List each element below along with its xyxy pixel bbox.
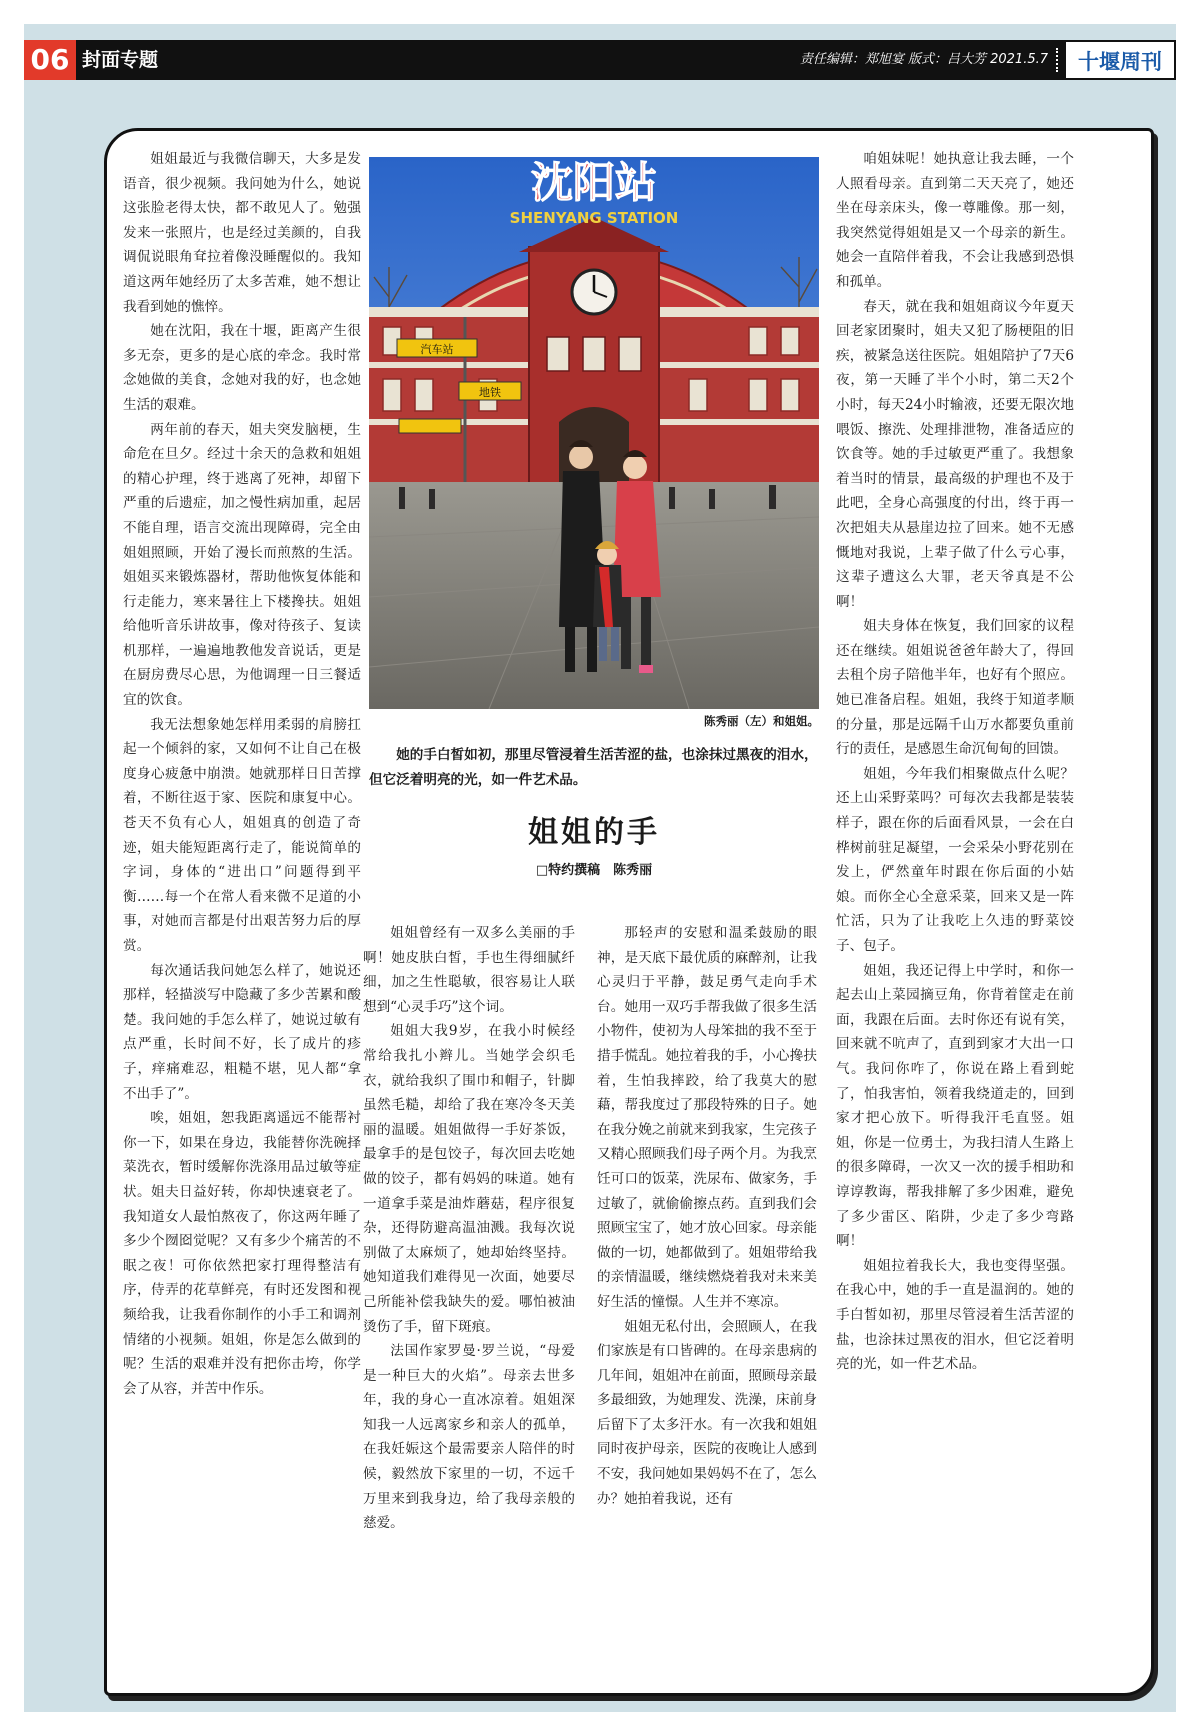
paragraph: 我无法想象她怎样用柔弱的肩膀扛起一个倾斜的家，又如何不让自己在极度身心疲惫中崩溃。她就那样日日苦撑着，不断往返于家、医院和康复中心。苍天不负有心人，姐姐真的创造了奇迹，姐夫能短距离行走了，能说简单的字词，身体的“进出口”问题得到平衡……每一个在常人看来微不足道的小事，对她而言都是付出艰苦努力后的厚赏。 [123,716,361,954]
paragraph: 姐姐曾经有一双多么美丽的手啊！她皮肤白皙，手也生得细腻纤细，加之生性聪敏，很容易让人联想到“心灵手巧”这个词。 [363,925,575,1015]
article-column-middle-2 [597,921,817,1511]
article-frame [104,128,1154,1696]
svg-text:地铁: 地铁 [479,386,501,399]
paragraph: 每次通话我问她怎么样了，她说还那样，轻描淡写中隐藏了多少苦累和酸楚。我问她的手怎么样了，她说过敏有点严重，长时间不好，长了成片的疹子，痒痛难忍，粗糙不堪，见人都“拿不出手了”。 [123,962,361,1102]
paragraph: 姐姐拉着我长大，我也变得坚强。在我心中，她的手一直是温润的。她的手白皙如初，那里尽管浸着生活苦涩的盐，也涂抹过黑夜的泪水，但它泛着明亮的光，如一件艺术品。 [836,1257,1074,1373]
station-name: 沈阳站 [530,158,658,207]
article-column-right [836,147,1074,1377]
section-title: 封面专题 [82,49,159,71]
paragraph: 那轻声的安慰和温柔鼓励的眼神，是天底下最优质的麻醉剂，让我心灵归于平静，鼓足勇气走向手术台。她用一双巧手帮我做了很多生活小物件，使初为人母笨拙的我不至于措手慌乱。她拉着我的手，小心搀扶着，生怕我摔跤，给了我莫大的慰藉，帮我度过了那段特殊的日子。她在我分娩之前就来到我家，生完孩子又精心照顾我们母子两个月。为我烹饪可口的饭菜，洗尿布、做家务，手过敏了，就偷偷擦点药。直到我们会照顾宝宝了，她才放心回家。母亲能做的一切，她都做到了。姐姐带给我的亲情温暖，继续燃烧着我对未来美好生活的憧憬。人生并不寒凉。 [597,925,817,1310]
article-column-middle-1 [363,921,575,1536]
byline: □特约撰稿 陈秀丽 [535,863,653,878]
photo-caption: 陈秀丽（左）和姐姐。 [704,714,819,728]
paragraph: 咱姐妹呢！她执意让我去睡，一个人照看母亲。直到第二天天亮了，她还坐在母亲床头，像一尊雕像。那一刻，我突然觉得姐姐是又一个母亲的新生。她会一直陪伴着我，不会让我感到恐惧和孤单。 [836,151,1074,290]
paragraph: 两年前的春天，姐夫突发脑梗，生命危在旦夕。经过十余天的急救和姐姐的精心护理，终于逃离了死神，却留下严重的后遗症，加之慢性病加重，起居不能自理，语言交流出现障碍，完全由姐姐照顾，开始了漫长而煎熬的生活。姐姐买来锻炼器材，帮助他恢复体能和行走能力，寒来暑往上下楼搀扶。姐姐给他听音乐讲故事，像对待孩子、复读机那样，一遍遍地教他发音说话，更是在厨房费尽心思，为他调理一日三餐适宜的饮食。 [123,421,361,709]
page-header [24,40,1176,80]
newspaper-page [24,24,1176,1712]
paragraph: 她在沈阳，我在十堰，距离产生很多无奈，更多的是心底的牵念。我时常念她做的美食，念她对我的好，也念她生活的艰难。 [123,323,361,413]
editor-info: 责任编辑：郑旭宴 版式：吕大芳 2021.5.7 [799,52,1048,67]
station-name-en: SHENYANG STATION [509,209,679,227]
paragraph: 唉，姐姐，恕我距离遥远不能帮衬你一下，如果在身边，我能替你洗碗择菜洗衣，暂时缓解你洗涤用品过敏等症状。姐夫日益好转，你却快速衰老了。我知道女人最怕熬夜了，你这两年睡了多少个囫囵觉呢？又有多少个痛苦的不眠之夜！可你依然把家打理得整洁有序，侍弄的花草鲜亮，有时还发图和视频给我，让我看你制作的小手工和调剂情绪的小视频。姐姐，你是怎么做到的呢？生活的艰难并没有把你击垮，你学会了从容，并苦中作乐。 [123,1110,361,1397]
pull-quote: 她的手白皙如初，那里尽管浸着生活苦涩的盐，也涂抹过黑夜的泪水，但它泛着明亮的光，如一件艺术品。 [369,747,818,788]
paragraph: 姐姐大我9岁，在我小时候经常给我扎小辫儿。当她学会织毛衣，就给我织了围巾和帽子，针脚虽然毛糙，却给了我在寒冷冬天美丽的温暖。姐姐做得一手好茶饭，最拿手的是包饺子，每次回去吃她做的饺子，都有妈妈的味道。她有一道拿手菜是油炸蘑菇，程序很复杂，还得防避高温油溅。我每次说别做了太麻烦了，她却始终坚持。她知道我们难得见一次面，她要尽己所能补偿我缺失的爱。哪怕被油烫伤了手，留下斑痕。 [363,1023,575,1335]
article-column-left [123,147,361,1401]
page-number: 06 [24,40,76,80]
header-divider [1056,48,1058,72]
paragraph: 姐夫身体在恢复，我们回家的议程还在继续。姐姐说爸爸年龄大了，得回去租个房子陪他半年，也好有个照应。她已准备启程。姐姐，我终于知道孝顺的分量，那是远隔千山万水都要负重前行的责任，是感恩生命沉甸甸的回馈。 [836,618,1074,758]
paragraph: 法国作家罗曼·罗兰说，“母爱是一种巨大的火焰”。母亲去世多年，我的身心一直冰凉着。姐姐深知我一人远离家乡和亲人的孤单，在我妊娠这个最需要亲人陪伴的时候，毅然放下家里的一切，不远千万里来到我身边，给了我母亲般的慈爱。 [363,1343,575,1532]
paragraph: 春天，就在我和姐姐商议今年夏天回老家团聚时，姐夫又犯了肠梗阻的旧疾，被紧急送往医院。姐姐陪护了7天6夜，第一天睡了半个小时，第二天2个小时，每天24小时输液，还要无限次地喂饭、擦洗、处理排泄物，准备适应的饮食等。她的手过敏更严重了。我想象着当时的情景，最高级的护理也不及于此吧，全身心高强度的付出，终于再一次把姐夫从悬崖边拉了回来。她不无感慨地对我说，上辈子做了什么亏心事，这辈子遭这么大罪，老天爷真是不公啊！ [836,298,1074,610]
paragraph: 姐姐，我还记得上中学时，和你一起去山上菜园摘豆角，你背着筐走在前面，我跟在后面。去时你还有说有笑，回来就不吭声了，直到到家才大出一口气。我问你咋了，你说在路上看到蛇了，怕我害怕，领着我绕道走的，回到家才把心放下。听得我汗毛直竖。姐姐，你是一位勇士，为我扫清人生路上的很多障碍，一次又一次的援手相助和谆谆教诲，帮我排解了多少困难，避免了多少雷区、陷阱，少走了多少弯路啊！ [836,962,1074,1250]
article-title: 姐姐的手 [528,815,660,850]
paragraph: 姐姐最近与我微信聊天，大多是发语音，很少视频。我问她为什么，她说这张脸老得太快，都不敢见人了。勉强发来一张照片，也是经过美颜的，自我调侃说眼角耷拉着像没睡醒似的。我知道这两年她经历了太多苦难，她不想让我看到她的憔悴。 [123,151,361,315]
svg-text:汽车站: 汽车站 [420,343,454,356]
article-photo [369,157,819,709]
paragraph: 姐姐无私付出，会照顾人，在我们家族是有口皆碑的。在母亲患病的几年间，姐姐冲在前面，照顾母亲最多最细致，为她理发、洗澡，床前身后留下了太多汗水。有一次我和姐姐同时夜护母亲，医院的夜晚让人感到不安，我问她如果妈妈不在了，怎么办？她拍着我说，还有 [597,1318,817,1507]
paragraph: 姐姐，今年我们相聚做点什么呢？还上山采野菜吗？可每次去我都是装装样子，跟在你的后面看风景，一会在白桦树前驻足凝望，一会采朵小野花别在发上，俨然童年时跟在你后面的小姑娘。而你全心全意采菜，回来又是一阵忙活，只为了让我吃上久违的野菜饺子、包子。 [836,765,1074,954]
paper-name: 十堰周刊 [1064,40,1176,80]
